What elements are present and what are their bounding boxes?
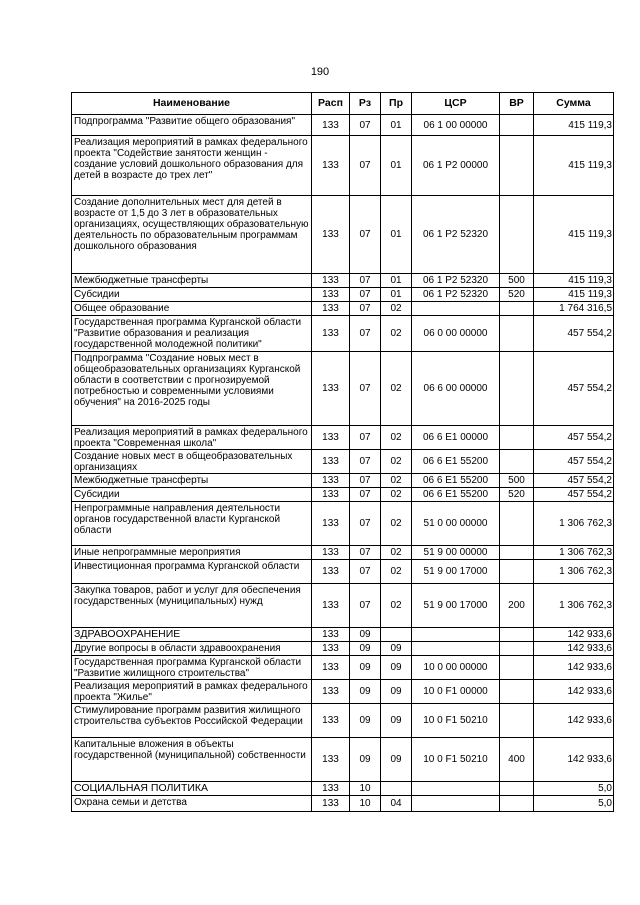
cell-rasp: 133 xyxy=(312,704,350,738)
cell-rasp: 133 xyxy=(312,352,350,426)
cell-rz: 09 xyxy=(350,628,381,642)
cell-rasp: 133 xyxy=(312,796,350,812)
cell-pr: 01 xyxy=(381,274,412,288)
cell-vr xyxy=(500,796,534,812)
cell-pr: 02 xyxy=(381,502,412,546)
cell-rasp: 133 xyxy=(312,474,350,488)
cell-name: Инвестиционная программа Курганской области xyxy=(72,560,312,584)
header-pr: Пр xyxy=(381,93,412,115)
cell-name: Реализация мероприятий в рамках федерального проекта "Жилье" xyxy=(72,680,312,704)
table-row xyxy=(72,450,614,474)
cell-pr: 01 xyxy=(381,288,412,302)
cell-vr xyxy=(500,704,534,738)
cell-csr: 06 1 P2 52320 xyxy=(412,196,500,274)
cell-rz: 07 xyxy=(350,115,381,136)
cell-sum: 457 554,2 xyxy=(534,352,614,426)
cell-rz: 07 xyxy=(350,316,381,352)
table-row xyxy=(72,782,614,796)
cell-rz: 07 xyxy=(350,488,381,502)
cell-sum: 142 933,6 xyxy=(534,642,614,656)
cell-vr: 520 xyxy=(500,288,534,302)
cell-vr xyxy=(500,316,534,352)
cell-pr: 02 xyxy=(381,560,412,584)
cell-name: Охрана семьи и детства xyxy=(72,796,312,812)
cell-sum: 457 554,2 xyxy=(534,426,614,450)
table-row xyxy=(72,642,614,656)
cell-pr: 09 xyxy=(381,656,412,680)
cell-rz: 07 xyxy=(350,196,381,274)
table-row xyxy=(72,196,614,274)
cell-csr: 06 1 P2 52320 xyxy=(412,274,500,288)
cell-csr: 10 0 F1 00000 xyxy=(412,680,500,704)
header-csr: ЦСР xyxy=(412,93,500,115)
cell-sum: 1 764 316,5 xyxy=(534,302,614,316)
cell-pr: 02 xyxy=(381,584,412,628)
cell-rz: 07 xyxy=(350,450,381,474)
table-row xyxy=(72,560,614,584)
cell-vr xyxy=(500,352,534,426)
cell-sum: 5,0 xyxy=(534,796,614,812)
cell-rasp: 133 xyxy=(312,136,350,196)
cell-sum: 457 554,2 xyxy=(534,474,614,488)
cell-rz: 07 xyxy=(350,584,381,628)
cell-name: Иные непрограммные мероприятия xyxy=(72,546,312,560)
cell-pr: 04 xyxy=(381,796,412,812)
cell-rasp: 133 xyxy=(312,502,350,546)
cell-csr xyxy=(412,642,500,656)
cell-rz: 09 xyxy=(350,738,381,782)
cell-vr xyxy=(500,196,534,274)
cell-pr: 02 xyxy=(381,302,412,316)
cell-pr: 02 xyxy=(381,488,412,502)
cell-name: СОЦИАЛЬНАЯ ПОЛИТИКА xyxy=(72,782,312,796)
cell-csr: 51 9 00 00000 xyxy=(412,546,500,560)
cell-rz: 09 xyxy=(350,704,381,738)
cell-csr: 06 1 00 00000 xyxy=(412,115,500,136)
cell-vr xyxy=(500,680,534,704)
cell-vr: 200 xyxy=(500,584,534,628)
cell-csr xyxy=(412,782,500,796)
cell-rz: 07 xyxy=(350,426,381,450)
cell-csr xyxy=(412,796,500,812)
cell-vr xyxy=(500,450,534,474)
cell-rz: 10 xyxy=(350,782,381,796)
cell-vr: 500 xyxy=(500,274,534,288)
cell-sum: 415 119,3 xyxy=(534,136,614,196)
cell-rasp: 133 xyxy=(312,450,350,474)
cell-rz: 10 xyxy=(350,796,381,812)
cell-vr: 500 xyxy=(500,474,534,488)
cell-sum: 1 306 762,3 xyxy=(534,584,614,628)
cell-pr: 02 xyxy=(381,316,412,352)
cell-csr: 10 0 F1 50210 xyxy=(412,738,500,782)
cell-csr: 10 0 F1 50210 xyxy=(412,704,500,738)
cell-pr: 09 xyxy=(381,680,412,704)
cell-sum: 142 933,6 xyxy=(534,704,614,738)
table-row xyxy=(72,546,614,560)
table-row xyxy=(72,302,614,316)
cell-sum: 415 119,3 xyxy=(534,274,614,288)
cell-vr xyxy=(500,426,534,450)
cell-pr: 02 xyxy=(381,426,412,450)
cell-name: Непрограммные направления деятельности органов государственной власти Курганской области xyxy=(72,502,312,546)
cell-name: Государственная программа Курганской области "Развитие жилищного строительства" xyxy=(72,656,312,680)
cell-vr xyxy=(500,782,534,796)
cell-vr xyxy=(500,502,534,546)
cell-rz: 07 xyxy=(350,288,381,302)
cell-rasp: 133 xyxy=(312,782,350,796)
cell-csr: 06 6 E1 55200 xyxy=(412,488,500,502)
cell-rz: 07 xyxy=(350,474,381,488)
cell-sum: 415 119,3 xyxy=(534,288,614,302)
header-name: Наименование xyxy=(72,93,312,115)
cell-name: Создание новых мест в общеобразовательных организациях xyxy=(72,450,312,474)
cell-rasp: 133 xyxy=(312,560,350,584)
cell-rz: 07 xyxy=(350,502,381,546)
cell-pr xyxy=(381,628,412,642)
cell-pr: 02 xyxy=(381,352,412,426)
cell-csr: 06 1 P2 52320 xyxy=(412,288,500,302)
cell-pr: 01 xyxy=(381,115,412,136)
cell-rz: 07 xyxy=(350,274,381,288)
cell-sum: 142 933,6 xyxy=(534,628,614,642)
table-row xyxy=(72,426,614,450)
cell-pr: 09 xyxy=(381,704,412,738)
cell-name: Стимулирование программ развития жилищного строительства субъектов Российской Федерации xyxy=(72,704,312,738)
cell-rz: 07 xyxy=(350,136,381,196)
cell-pr: 09 xyxy=(381,642,412,656)
cell-name: Субсидии xyxy=(72,288,312,302)
cell-rz: 07 xyxy=(350,352,381,426)
budget-table xyxy=(71,92,614,812)
table-row xyxy=(72,136,614,196)
cell-rasp: 133 xyxy=(312,196,350,274)
header-vr: ВР xyxy=(500,93,534,115)
cell-vr xyxy=(500,546,534,560)
header-rz: Рз xyxy=(350,93,381,115)
cell-sum: 142 933,6 xyxy=(534,656,614,680)
cell-sum: 1 306 762,3 xyxy=(534,546,614,560)
table-row xyxy=(72,288,614,302)
cell-name: Субсидии xyxy=(72,488,312,502)
cell-pr xyxy=(381,782,412,796)
cell-csr: 06 6 E1 55200 xyxy=(412,474,500,488)
cell-rz: 09 xyxy=(350,642,381,656)
table-row xyxy=(72,274,614,288)
cell-pr: 01 xyxy=(381,196,412,274)
cell-sum: 415 119,3 xyxy=(534,196,614,274)
header-row xyxy=(72,93,614,115)
cell-vr xyxy=(500,560,534,584)
cell-sum: 457 554,2 xyxy=(534,316,614,352)
cell-rasp: 133 xyxy=(312,656,350,680)
table-row xyxy=(72,316,614,352)
cell-vr xyxy=(500,656,534,680)
cell-rasp: 133 xyxy=(312,488,350,502)
cell-sum: 5,0 xyxy=(534,782,614,796)
cell-vr xyxy=(500,136,534,196)
cell-rz: 07 xyxy=(350,302,381,316)
cell-pr: 01 xyxy=(381,136,412,196)
cell-csr: 51 9 00 17000 xyxy=(412,560,500,584)
cell-pr: 02 xyxy=(381,474,412,488)
table-row xyxy=(72,115,614,136)
table-row xyxy=(72,656,614,680)
table-row xyxy=(72,796,614,812)
cell-name: Реализация мероприятий в рамках федерального проекта "Современная школа" xyxy=(72,426,312,450)
table-row xyxy=(72,628,614,642)
cell-vr xyxy=(500,642,534,656)
table-row xyxy=(72,680,614,704)
cell-sum: 457 554,2 xyxy=(534,450,614,474)
cell-sum: 1 306 762,3 xyxy=(534,560,614,584)
cell-sum: 1 306 762,3 xyxy=(534,502,614,546)
cell-vr xyxy=(500,115,534,136)
cell-csr: 10 0 00 00000 xyxy=(412,656,500,680)
cell-rasp: 133 xyxy=(312,584,350,628)
header-sum: Сумма xyxy=(534,93,614,115)
cell-csr: 51 9 00 17000 xyxy=(412,584,500,628)
cell-rz: 09 xyxy=(350,656,381,680)
cell-rasp: 133 xyxy=(312,115,350,136)
cell-rasp: 133 xyxy=(312,302,350,316)
cell-pr: 09 xyxy=(381,738,412,782)
cell-rz: 07 xyxy=(350,546,381,560)
cell-rasp: 133 xyxy=(312,316,350,352)
cell-rasp: 133 xyxy=(312,738,350,782)
cell-vr: 520 xyxy=(500,488,534,502)
cell-name: Другие вопросы в области здравоохранения xyxy=(72,642,312,656)
header-rasp: Расп xyxy=(312,93,350,115)
cell-name: Межбюджетные трансферты xyxy=(72,474,312,488)
cell-csr: 06 0 00 00000 xyxy=(412,316,500,352)
cell-name: Создание дополнительных мест для детей в возрасте от 1,5 до 3 лет в образовательных организациях, осуществляющих образовательную деятельность по образовательным программам дошкольного образования xyxy=(72,196,312,274)
table-row xyxy=(72,502,614,546)
table-row xyxy=(72,474,614,488)
cell-sum: 142 933,6 xyxy=(534,680,614,704)
cell-rz: 07 xyxy=(350,560,381,584)
cell-name: Реализация мероприятий в рамках федерального проекта "Содействие занятости женщин - создание условий дошкольного образования для детей в возрасте до трех лет" xyxy=(72,136,312,196)
table-row xyxy=(72,584,614,628)
cell-name: Подпрограмма "Создание новых мест в общеобразовательных организациях Курганской области в соответствии с прогнозируемой потребностью и современными условиями обучения" на 2016-2025 годы xyxy=(72,352,312,426)
table-body xyxy=(72,115,614,812)
cell-rasp: 133 xyxy=(312,288,350,302)
cell-name: Капитальные вложения в объекты государственной (муниципальной) собственности xyxy=(72,738,312,782)
cell-csr: 06 6 00 00000 xyxy=(412,352,500,426)
table-row xyxy=(72,352,614,426)
cell-rasp: 133 xyxy=(312,426,350,450)
cell-sum: 415 119,3 xyxy=(534,115,614,136)
cell-name: Закупка товаров, работ и услуг для обеспечения государственных (муниципальных) нужд xyxy=(72,584,312,628)
cell-name: Общее образование xyxy=(72,302,312,316)
cell-rasp: 133 xyxy=(312,546,350,560)
cell-vr xyxy=(500,302,534,316)
cell-rasp: 133 xyxy=(312,628,350,642)
cell-rz: 09 xyxy=(350,680,381,704)
cell-rasp: 133 xyxy=(312,274,350,288)
cell-vr: 400 xyxy=(500,738,534,782)
table-row xyxy=(72,704,614,738)
cell-csr xyxy=(412,628,500,642)
cell-sum: 457 554,2 xyxy=(534,488,614,502)
cell-csr xyxy=(412,302,500,316)
cell-csr: 06 6 E1 55200 xyxy=(412,450,500,474)
cell-name: Подпрограмма "Развитие общего образования" xyxy=(72,115,312,136)
cell-pr: 02 xyxy=(381,546,412,560)
cell-name: ЗДРАВООХРАНЕНИЕ xyxy=(72,628,312,642)
table-row xyxy=(72,738,614,782)
cell-name: Государственная программа Курганской области "Развитие образования и реализация государственной молодежной политики" xyxy=(72,316,312,352)
cell-rasp: 133 xyxy=(312,680,350,704)
cell-sum: 142 933,6 xyxy=(534,738,614,782)
cell-csr: 51 0 00 00000 xyxy=(412,502,500,546)
cell-csr: 06 6 E1 00000 xyxy=(412,426,500,450)
cell-name: Межбюджетные трансферты xyxy=(72,274,312,288)
cell-vr xyxy=(500,628,534,642)
cell-pr: 02 xyxy=(381,450,412,474)
cell-rasp: 133 xyxy=(312,642,350,656)
page-number: 190 xyxy=(310,66,330,78)
cell-csr: 06 1 P2 00000 xyxy=(412,136,500,196)
table-row xyxy=(72,488,614,502)
